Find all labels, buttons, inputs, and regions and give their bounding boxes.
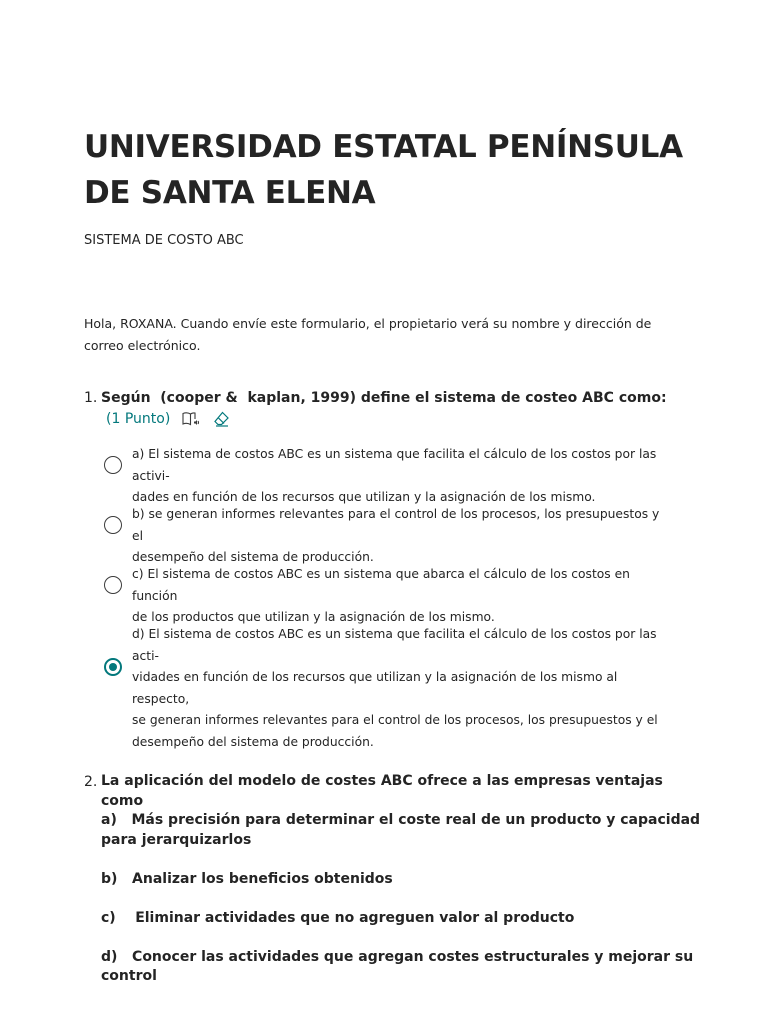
immersive-reader-icon[interactable] [182,410,200,428]
question-text [101,772,701,987]
question-line: c) Eliminar actividades que no agreguen valor al producto [101,909,575,926]
question-number: 1. [84,390,98,406]
option-line: d) El sistema de costos ABC es un sistema que facilita el cálculo de los costos por las acti- [132,627,657,663]
question-line: b) Analizar los beneficios obtenidos [101,870,393,887]
option-line: b) se generan informes relevantes para el control de los procesos, los presupuestos y el [132,507,660,543]
option-line: de los productos que utilizan y la asignación de los mismo. [132,610,495,624]
question-points: (1 Punto) [106,411,171,427]
option-label[interactable] [132,624,664,753]
question-line: d) Conocer las actividades que agregan costes estructurales y mejorar su [101,948,694,965]
option-label[interactable] [132,444,664,509]
question-meta [106,408,701,430]
question-body [101,388,701,430]
option-label[interactable] [132,504,664,569]
option-line: a) El sistema de costos ABC es un sistema que facilita el cálculo de los costos por las activi- [132,447,657,483]
option-line: dades en función de los recursos que utilizan y la asignación de los mismo. [132,490,596,504]
radio-button[interactable] [104,576,122,594]
form-title: UNIVERSIDAD ESTATAL PENÍNSULA DE SANTA ELENA [84,129,683,211]
option-line: desempeño del sistema de producción. [132,734,374,749]
option-label[interactable] [132,564,664,629]
radio-button[interactable] [104,516,122,534]
option-line: desempeño del sistema de producción. [132,550,374,564]
question-line: para jerarquizarlos [101,831,252,848]
question-body [101,772,701,987]
greeting-notice: Hola, ROXANA. Cuando envíe este formulario, el propietario verá su nombre y dirección de correo electrónico. [84,316,652,353]
question-number: 2. [84,774,98,790]
radio-button-selected[interactable] [104,658,122,676]
question-text: Según (cooper & kaplan, 1999) define el sistema de costeo ABC como: [101,390,667,406]
line-gap [101,850,701,870]
radio-button[interactable] [104,456,122,474]
question-line: a) Más precisión para determinar el coste real de un producto y capacidad [101,812,701,828]
question-line: La aplicación del modelo de costes ABC ofrece a las empresas ventajas como [101,773,663,809]
option-line: se generan informes relevantes para el control de los procesos, los presupuestos y el [132,713,658,727]
line-gap [101,889,701,909]
question-line: control [101,968,157,984]
line-gap [101,928,701,948]
option-line: vidades en función de los recursos que utilizan y la asignación de los mismo al respecto, [132,670,618,706]
option-line: c) El sistema de costos ABC es un sistema que abarca el cálculo de los costos en función [132,567,630,603]
eraser-icon[interactable] [212,410,230,428]
form-subtitle: SISTEMA DE COSTO ABC [84,233,244,248]
